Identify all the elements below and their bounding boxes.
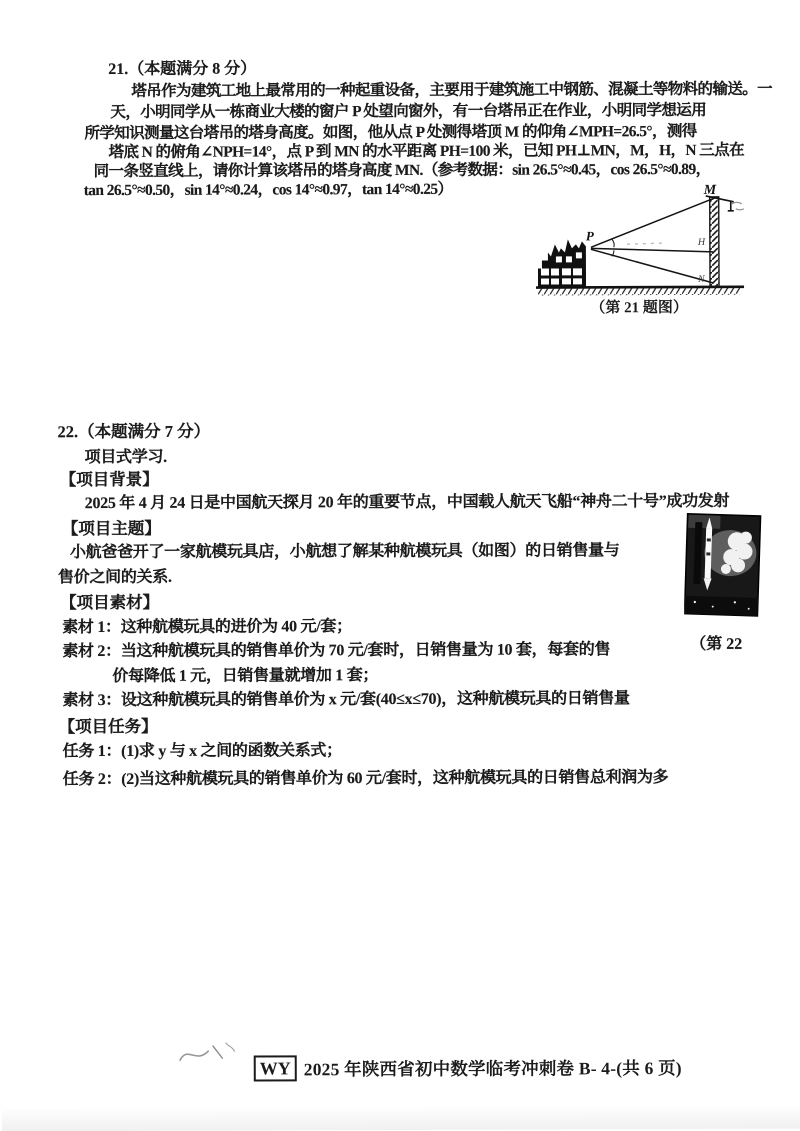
label-N: N (697, 274, 706, 285)
label-H: H (697, 237, 706, 248)
q21-text-line: 天，小明同学从一栋商业大楼的窗户 P 处望向窗外，有一台塔吊正在作业，小明同学想运用 (110, 98, 706, 122)
ground-hatching (538, 288, 740, 296)
crane-mast (710, 197, 719, 287)
pen-scribble (177, 1037, 243, 1071)
q22-task-2: 任务 2：(2)当这种航模玩具的销售单价为 60 元/套时，这种航模玩具的日销售总利润为多 (63, 764, 669, 789)
q21-number-line: 21.（本题满分 8 分） (108, 55, 256, 79)
q21-text-line: 塔吊作为建筑工地上最常用的一种起重设备，主要用于建筑施工中钢筋、混凝土等物料的输送。一 (131, 77, 772, 101)
page-footer (254, 1054, 682, 1081)
sight-lines (591, 198, 715, 283)
q22-material-2: 素材 2：当这种航模玩具的销售单价为 70 元/套时，日销售量为 10 套，每套的售 (62, 636, 610, 661)
fig21-caption: （第 21 题图） (590, 298, 688, 316)
q22-material-2-cont: 价每降低 1 元，日销售量就增加 1 套； (112, 662, 378, 686)
scan-bottom-shadow (2, 1105, 800, 1131)
crane-figure (532, 182, 750, 323)
q21-text-line: 所学知识测量这台塔吊的塔身高度。如图，他从点 P 处测得塔顶 M 的仰角∠MPH=26.5°，测得 (84, 119, 696, 143)
question-22 (0, 0, 798, 1)
q22-number-line: 22.（本题满分 7 分） (57, 418, 210, 443)
q22-task-1: 任务 1：(1)求 y 与 x 之间的函数关系式； (63, 737, 342, 761)
q22-heading-theme: 【项目主题】 (62, 515, 161, 539)
q22-heading-background: 【项目背景】 (60, 466, 159, 490)
q22-text-line: 小航爸爸开了一家航模玩具店，小航想了解某种航模玩具（如图）的日销售量与 (70, 537, 620, 562)
q21-text-line: 塔底 N 的俯角∠NPH=14°，点 P 到 MN 的水平距离 PH=100 米，已知 PH⊥MN，M，H，N 三点在 (109, 138, 745, 162)
q21-text-line: tan 26.5°≈0.50，sin 14°≈0.24，cos 14°≈0.97，tan 14°≈0.25） (84, 177, 453, 200)
q22-heading-tasks: 【项目任务】 (59, 713, 158, 737)
publisher-badge: WY (254, 1055, 297, 1081)
footer-title: 2025 年陕西省初中数学临考冲刺卷 B- 4-(共 6 页) (304, 1055, 682, 1081)
angle-arcs (612, 239, 614, 256)
question-21 (0, 0, 798, 1)
q22-text-line: 售价之间的关系. (58, 564, 172, 587)
q21-text-line: 同一条竖直线上，请你计算该塔吊的塔身高度 MN.（参考数据：sin 26.5°≈0.45，cos 26.5°≈0.89， (94, 157, 711, 181)
jib-smudge (732, 202, 744, 210)
label-P: P (586, 228, 595, 243)
q22-text-line: 2025 年 4 月 24 日是中国航天探月 20 年的重要节点，中国载人航天飞船“神舟二十号”成功发射 (85, 488, 729, 513)
pencil-smudge (627, 243, 664, 244)
q22-text-line: 项目式学习. (85, 444, 167, 467)
label-M: M (703, 183, 717, 198)
rocket-photo (684, 513, 762, 619)
q22-heading-materials: 【项目素材】 (60, 589, 159, 613)
q22-material-1: 素材 1：这种航模玩具的进价为 40 元/套； (62, 613, 352, 637)
q22-material-3: 素材 3：设这种航模玩具的销售单价为 x 元/套(40≤x≤70)，这种航模玩具的日销售量 (62, 685, 629, 710)
fig22-caption-partial: （第 22 (690, 631, 742, 654)
